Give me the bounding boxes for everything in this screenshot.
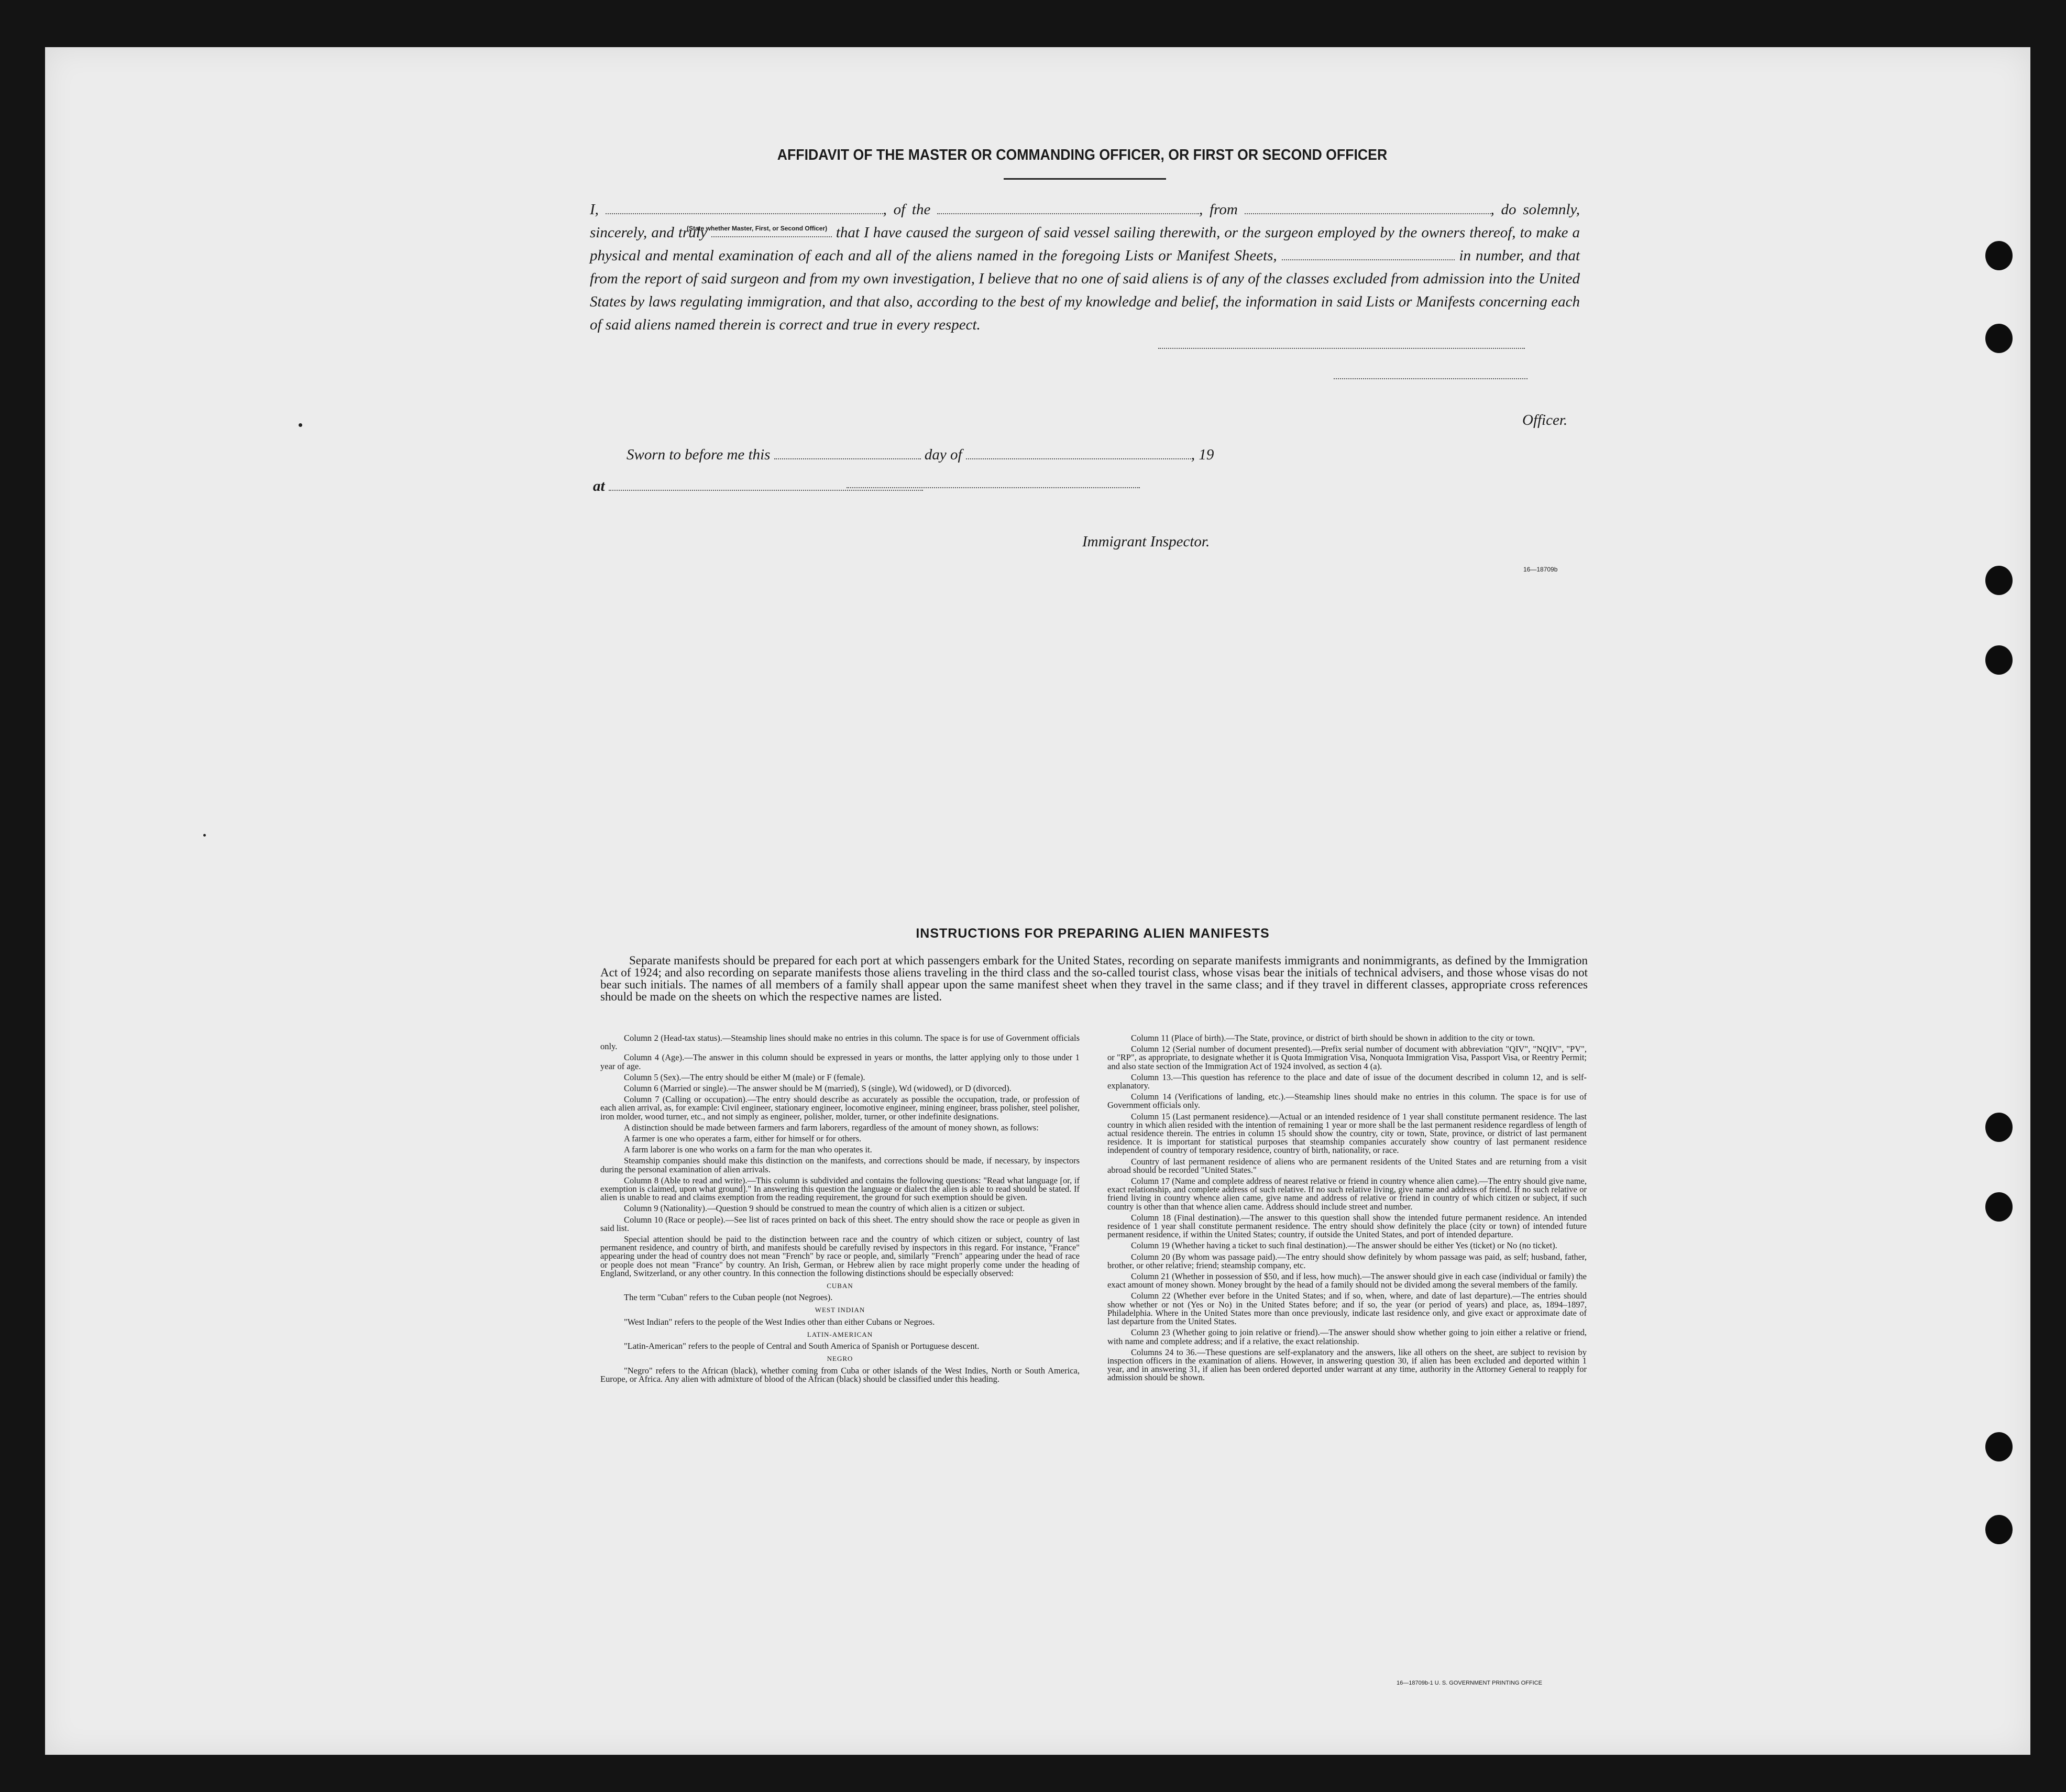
inspector-label: Immigrant Inspector. bbox=[1082, 533, 1210, 550]
punch-hole bbox=[1985, 1432, 2013, 1461]
instruction-paragraph: Column 13.—This question has reference to the place and date of issue of the document described in column 12, and is self-explanatory. bbox=[1107, 1072, 1587, 1091]
punch-hole bbox=[1985, 324, 2013, 353]
officer-title-line bbox=[1334, 378, 1527, 379]
sworn-text: Sworn to before me this bbox=[627, 446, 771, 463]
punch-hole bbox=[1985, 241, 2013, 270]
form-number: 16—18709b bbox=[1523, 566, 1558, 573]
instruction-paragraph: Columns 24 to 36.—These questions are self-explanatory and the answers, like all others on the sheet, are subject to revision by inspection officers in the examination of aliens. However, in answering question 30, if alien has been excluded and deported within 1 year, and in answering 31, if alien has been ordered deported under warrant at any time, authority in the Attorney General to reapply for admission should be shown. bbox=[1107, 1347, 1587, 1383]
instruction-paragraph: Country of last permanent residence of aliens who are permanent residents of the United States and are returning from a visit abroad should be recorded "United States." bbox=[1107, 1156, 1587, 1175]
printing-office-note: 16—18709b-1 U. S. GOVERNMENT PRINTING OFFICE bbox=[1397, 1680, 1542, 1686]
heading-latin-american: LATIN-AMERICAN bbox=[807, 1330, 873, 1338]
affidavit-do: , do bbox=[1490, 201, 1516, 218]
instruction-paragraph: Column 2 (Head-tax status).—Steamship lines should make no entries in this column. The space is for use of Government officials only. bbox=[600, 1033, 1080, 1052]
heading-cuban: CUBAN bbox=[827, 1282, 853, 1290]
instruction-paragraph: Column 10 (Race or people).—See list of races printed on back of this sheet. The entry should show the race or people as given in said list. bbox=[600, 1214, 1080, 1233]
instructions-right-column bbox=[1107, 1034, 1587, 1385]
instruction-paragraph: Special attention should be paid to the distinction between race and the country of which citizen or subject, country of last permanent residence, and country of birth, and manifests should be carefully revised by inspectors in this regard. For instance, "France" appearing under the head of country does not mean "French" by race or people, and, similarly "French" appearing under the head of race or people does not mean "France" by country. An Irish, German, or Hebrew alien by race might properly come under the heading of England, Switzerland, or any other country. In this connection the following distinctions should be especially observed: bbox=[600, 1234, 1080, 1278]
punch-hole bbox=[1985, 566, 2013, 595]
instruction-paragraph: Column 4 (Age).—The answer in this column should be expressed in years or months, the latter applying only to those under 1 year of age. bbox=[600, 1052, 1080, 1071]
paper-speck bbox=[203, 834, 206, 837]
affidavit-title: AFFIDAVIT OF THE MASTER OR COMMANDING OFFICER, OR FIRST OR SECOND OFFICER bbox=[777, 147, 1388, 163]
instructions-left-column bbox=[600, 1034, 1080, 1386]
instruction-paragraph: Steamship companies should make this distinction on the manifests, and corrections should be made, if necessary, by inspectors during the personal examination of alien arrivals. bbox=[600, 1156, 1080, 1174]
document-sheet bbox=[45, 47, 2030, 1755]
affidavit-solemnly: solemnly, sincerely, and truly bbox=[590, 201, 1580, 241]
instructions-title: INSTRUCTIONS FOR PREPARING ALIEN MANIFESTS bbox=[916, 926, 1270, 941]
west-indian-definition: "West Indian" refers to the people of the West Indies other than either Cubans or Negroes. bbox=[624, 1316, 935, 1327]
instruction-paragraph: Column 9 (Nationality).—Question 9 should be construed to mean the country of which alien is a citizen or subject. bbox=[624, 1203, 1025, 1214]
instruction-paragraph: Column 19 (Whether having a ticket to such final destination).—The answer should be either Yes (ticket) or No (no ticket). bbox=[1131, 1240, 1557, 1251]
cuban-definition: The term "Cuban" refers to the Cuban people (not Negroes). bbox=[624, 1292, 833, 1303]
at-place-blank bbox=[609, 475, 923, 491]
negro-definition: "Negro" refers to the African (black), whether coming from Cuba or other islands of the West Indies, North or South America, Europe, or Africa. Any alien with admixture of blood of the African (black) should be classified under this heading. bbox=[600, 1365, 1080, 1384]
instructions-intro: Separate manifests should be prepared for each port at which passengers embark for the United States, recording on separate manifests immigrants and nonimmigrants, as defined by the Immigration Act of 1924; and also recording on separate manifests those aliens traveling in the third class and the so-called tourist class, whose visas bear the initials of technical advisers, and those whose visas do not bear such initials. The names of all members of a family shall appear upon the same manifest sheet when they travel in the same class; and if they travel in different classes, appropriate cross references should be made on the sheets on which the respective names are listed. bbox=[600, 954, 1588, 1003]
inspector-signature-line bbox=[847, 487, 1140, 488]
heading-negro: NEGRO bbox=[827, 1355, 853, 1363]
title-rule bbox=[1004, 178, 1166, 180]
punch-hole bbox=[1985, 1113, 2013, 1142]
affidavit-text-a: that I have caused the surgeon of said vessel sailing therewith, or the surgeon employed by the owners thereof, to make a physical and mental examination of each and all of the aliens named in the foregoing Lists or Manifest Sheets, bbox=[590, 224, 1580, 264]
sheet-count-blank bbox=[1282, 244, 1455, 260]
instruction-paragraph: Column 14 (Verifications of landing, etc.).—Steamship lines should make no entries in this column. The space is for use of Government officials only. bbox=[1107, 1092, 1587, 1111]
instruction-paragraph: Column 6 (Married or single).—The answer should be M (married), S (single), Wd (widowed), or D (divorced). bbox=[624, 1083, 1012, 1094]
instruction-paragraph: Column 20 (By whom was passage paid).—The entry should show definitely by whom passage was paid, as self; husband, father, brother, or other relative; friend; steamship company, etc. bbox=[1107, 1251, 1587, 1270]
sworn-year: , 19 bbox=[1191, 446, 1214, 463]
at-line bbox=[593, 475, 923, 495]
affidavit-body bbox=[590, 198, 1580, 336]
instruction-paragraph: Column 5 (Sex).—The entry should be either M (male) or F (female). bbox=[624, 1072, 865, 1082]
sworn-day-of: day of bbox=[924, 446, 962, 463]
latin-american-definition: "Latin-American" refers to the people of Central and South America of Spanish or Portuguese descent. bbox=[624, 1341, 980, 1351]
instruction-paragraph: A farm laborer is one who works on a farm for the man who operates it. bbox=[624, 1145, 872, 1155]
instruction-paragraph: Column 15 (Last permanent residence).—Actual or an intended residence of 1 year shall constitute permanent residence. The last country in which alien resided with the intention of remaining 1 year or more shall be the last permanent residence regardless of length of actual residence therein. The entries in column 15 should show the country, city or town, State, province, or district of last permanent residence. It is important for statistical purposes that steamship companies accurately show country of last permanent residence independent of country of temporary residence, country of birth, nationality, or race. bbox=[1107, 1111, 1587, 1156]
instruction-paragraph: Column 22 (Whether ever before in the United States; and if so, when, where, and date of last departure).—The entries should show whether or not (Yes or No) in the United States before; and if so, the year (or period of years) and place, as, 1894–1897, Philadelphia. Where in the United States more than once previously, indicate last residence only, and give exact or approximate date of last departure from the United States. bbox=[1107, 1291, 1587, 1327]
officer-rank-note: (State whether Master, First, or Second Officer) bbox=[687, 225, 828, 232]
sworn-month-blank bbox=[966, 443, 1191, 459]
instruction-paragraph: Column 11 (Place of birth).—The State, province, or district of birth should be shown in addition to the city or town. bbox=[1131, 1033, 1535, 1043]
instruction-paragraph: Column 18 (Final destination).—The answer to this question shall show the intended future permanent residence. An intended residence of 1 year shall constitute permanent residence. The entry should show definitely the place (city or town) of intended future permanent residence, if within the United States; country, if outside the United States, and port of intended departure. bbox=[1107, 1212, 1587, 1240]
affidavit-i: I, bbox=[590, 201, 599, 218]
officer-label: Officer. bbox=[1522, 412, 1568, 428]
officer-name-blank bbox=[606, 198, 883, 214]
punch-hole bbox=[1985, 1515, 2013, 1544]
instruction-paragraph: Column 8 (Able to read and write).—This column is subdivided and contains the following questions: "Read what language [or, if exemption is claimed, upon what ground]." In answering this question the language or dialect the alien is able to read should be stated. If alien is unable to read and claims exemption from the reading requirement, the ground for such exemption should be given. bbox=[600, 1175, 1080, 1203]
instruction-paragraph: Column 17 (Name and complete address of nearest relative or friend in country whence alien came).—The entry should give name, exact relationship, and complete address of such relative. If no such relative living, give name and address of friend. If no such relative or friend living in country whence alien came, give name and address of relative or friend in country of which citizen or subject, if such country is other than that whence alien came. Address should include street and number. bbox=[1107, 1176, 1587, 1212]
sworn-line bbox=[627, 443, 1214, 464]
vessel-name-blank bbox=[937, 198, 1199, 214]
punch-hole bbox=[1985, 645, 2013, 675]
instruction-paragraph: Column 21 (Whether in possession of $50, and if less, how much).—The answer should give in each case (individual or family) the exact amount of money shown. Money brought by the head of a family should not be divided among the several members of the family. bbox=[1107, 1271, 1587, 1290]
instruction-paragraph: Column 7 (Calling or occupation).—The entry should describe as accurately as possible the occupation, trade, or profession of each alien arrival, as, for example: Civil engineer, stationary engineer, locomotive engineer, mining engineer, brass polisher, steel polisher, iron molder, wood turner, etc., and not simply as engineer, polisher, molder, turner, or other indefinite designations. bbox=[600, 1094, 1080, 1122]
heading-west-indian: WEST INDIAN bbox=[815, 1306, 865, 1314]
affidavit-from: , from bbox=[1199, 201, 1238, 218]
punch-hole bbox=[1985, 1192, 2013, 1222]
sworn-day-blank bbox=[774, 443, 921, 459]
paper-speck bbox=[299, 423, 302, 427]
affidavit-text-b: in number, and that from the report of said surgeon and from my own investigation, I believe that no one of said aliens is of any of the classes excluded from admission into the United States by laws regulating immigration, and that also, according to the best of my knowledge and belief, the information in said Lists or Manifests concerning each of said aliens named therein is correct and true in every respect. bbox=[590, 247, 1580, 333]
instruction-paragraph: A farmer is one who operates a farm, either for himself or for others. bbox=[624, 1134, 862, 1144]
port-from-blank bbox=[1245, 198, 1491, 214]
instruction-paragraph: Column 23 (Whether going to join relative or friend).—The answer should show whether going to join either a relative or friend, with name and complete address; and if a relative, the exact relationship. bbox=[1107, 1327, 1587, 1346]
instruction-paragraph: Column 12 (Serial number of document presented).—Prefix serial number of document with abbreviation "QIV", "NQIV", "PV", or "RP", as appropriate, to designate whether it is Quota Immigration Visa, Nonquota Immigration Visa, Passport Visa, or Reentry Permit; and also state section of the Immigration Act of 1924 involved, as section 4 (a). bbox=[1107, 1044, 1587, 1071]
at-label: at bbox=[593, 478, 605, 494]
affidavit-of-the: , of the bbox=[883, 201, 931, 218]
officer-signature-line bbox=[1158, 348, 1525, 349]
instruction-paragraph: A distinction should be made between farmers and farm laborers, regardless of the amount of money shown, as follows: bbox=[624, 1122, 1039, 1133]
